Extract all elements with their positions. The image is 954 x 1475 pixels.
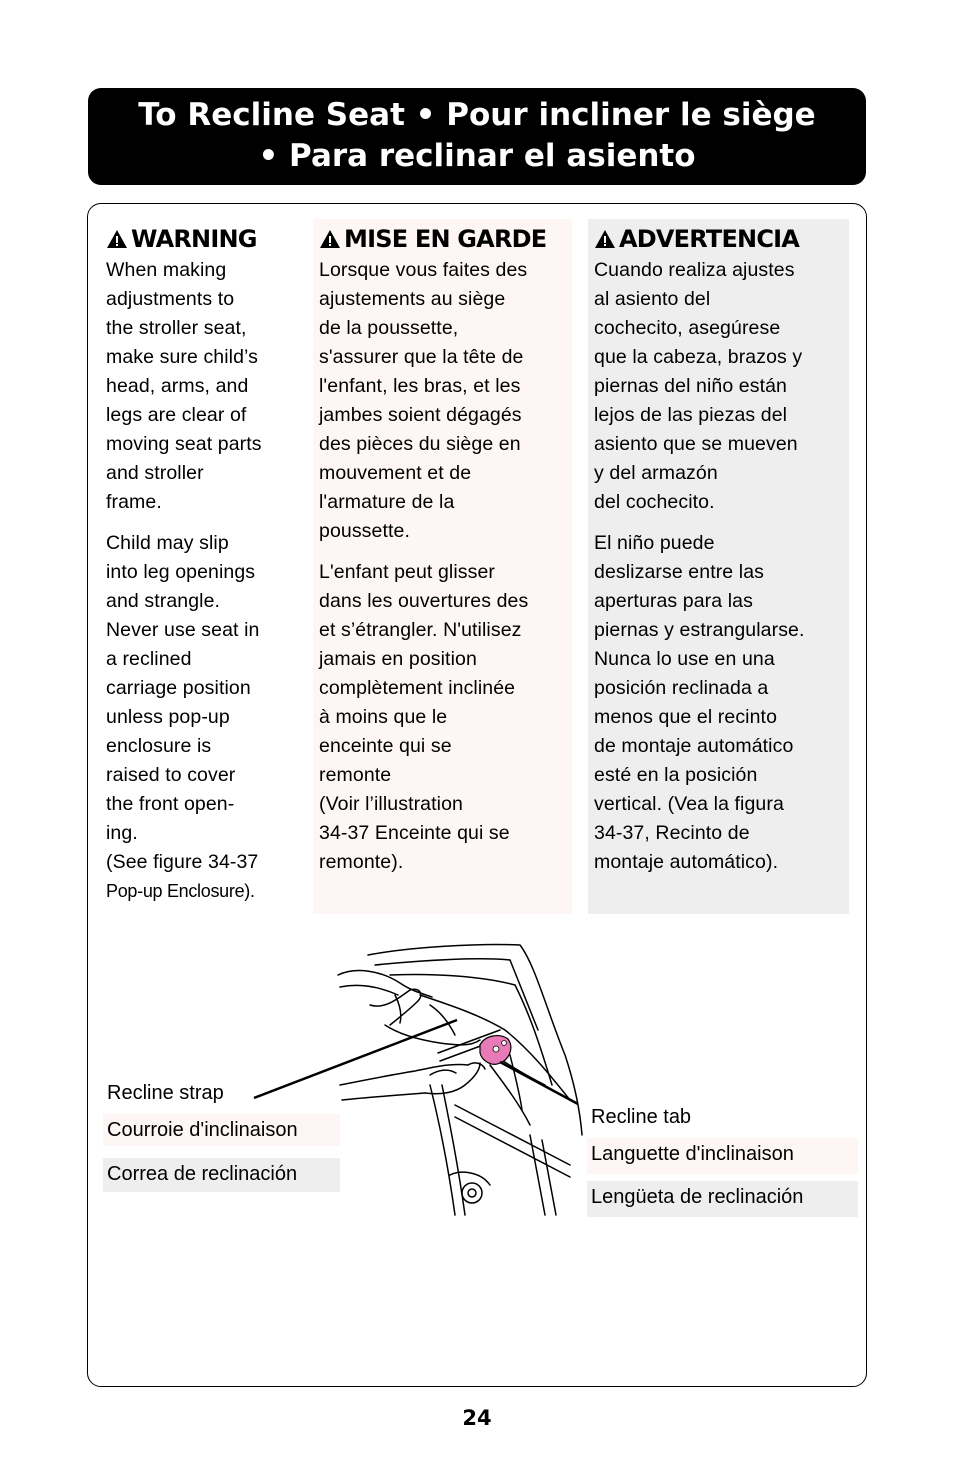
page-header bbox=[88, 88, 866, 185]
warning-heading-english: WARNING bbox=[106, 222, 305, 256]
warning-heading-spanish: ADVERTENCIA bbox=[594, 222, 849, 256]
warning-triangle-icon bbox=[106, 229, 128, 249]
warning-paragraph-2-english: Child may slip into leg openings and strangle. Never use seat in a reclined carriage position unless pop-up enclosure is raised to cover the front open- ing. (See figure 34-37 Pop-up Enclosure). bbox=[106, 532, 260, 901]
warning-triangle-icon bbox=[594, 229, 616, 249]
label-recline-tab-es: Lengüeta de reclinación bbox=[587, 1181, 858, 1217]
header-title-line2: • Para reclinar el asiento bbox=[258, 138, 696, 174]
page-number: 24 bbox=[462, 1406, 492, 1430]
warning-triangle-icon bbox=[319, 229, 341, 249]
label-recline-strap-en: Recline strap bbox=[107, 1082, 224, 1104]
warning-column-spanish bbox=[588, 219, 849, 914]
recline-tab-highlight bbox=[480, 1036, 511, 1065]
warning-column-french bbox=[313, 219, 572, 914]
warning-paragraph-1-spanish: Cuando realiza ajustes al asiento del cochecito, asegúrese que la cabeza, brazos y piernas del niño están lejos de las piezas del asiento que se mueven y del armazón del cochecito. bbox=[594, 259, 803, 513]
label-recline-tab-fr: Languette d'inclinaison bbox=[587, 1138, 858, 1174]
warning-paragraph-1-french: Lorsque vous faites des ajustements au siège de la poussette, s'assurer que la tête de l'enfant, les bras, et les jambes soient dégagés des pièces du siège en mouvement et de l'armature de la poussette. bbox=[319, 259, 528, 542]
warning-column-english bbox=[100, 219, 305, 914]
label-recline-tab-en: Recline tab bbox=[591, 1106, 692, 1128]
recline-seat-illustration bbox=[330, 935, 590, 1220]
warning-paragraph-2-french: L'enfant peut glisser dans les ouvertures des et s’étrangler. N'utilisez jamais en position complètement inclinée à moins que le enceinte qui se remonte (Voir l’illustration 34-37 Enceinte qui se remonte). bbox=[319, 561, 529, 873]
warning-paragraph-2-spanish: El niño puede deslizarse entre las aperturas para las piernas y estrangularse. Nunca lo use en una posición reclinada a menos que el recinto de montaje automático esté en la posición vertical. (Vea la figura 34-37, Recinto de montaje automático). bbox=[594, 532, 805, 873]
header-title-line1: To Recline Seat • Pour incliner le siège bbox=[138, 97, 816, 133]
warning-heading-french: MISE EN GARDE bbox=[319, 222, 572, 256]
label-recline-strap-es: Correa de reclinación bbox=[103, 1158, 340, 1192]
warning-paragraph-1-english: When making adjustments to the stroller seat, make sure child’s head, arms, and legs are clear of moving seat parts and stroller frame. bbox=[106, 259, 262, 513]
label-recline-strap-fr: Courroie d'inclinaison bbox=[103, 1114, 340, 1146]
